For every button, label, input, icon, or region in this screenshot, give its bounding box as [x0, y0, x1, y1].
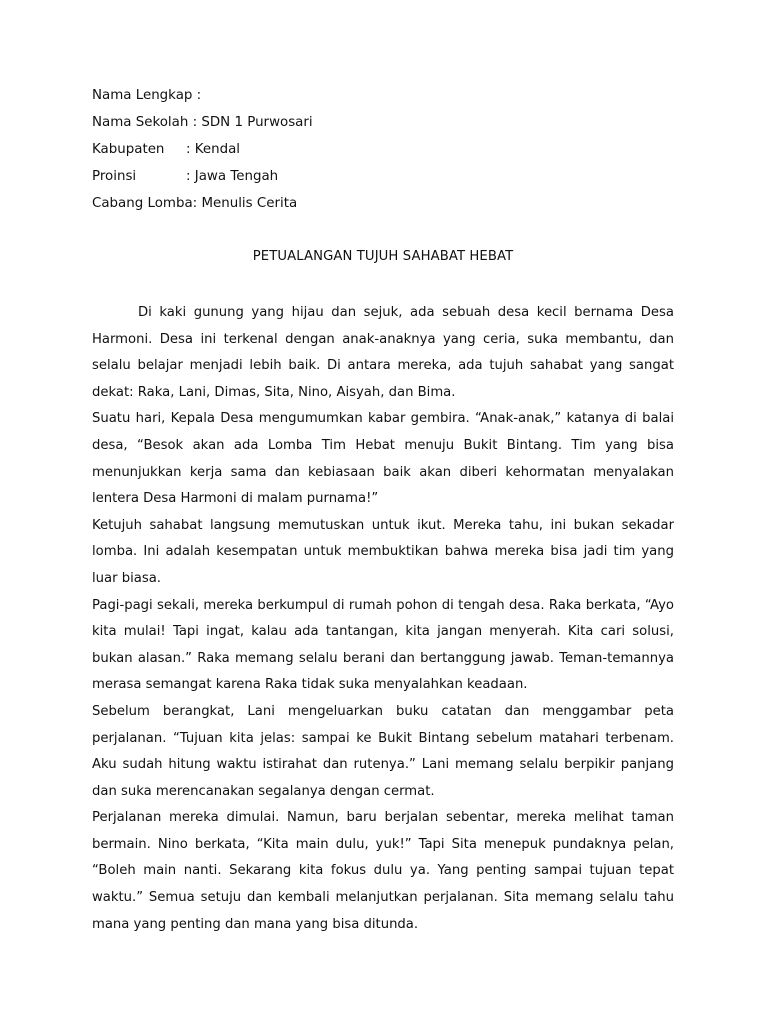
story-paragraph-3: Ketujuh sahabat langsung memutuskan untuk ikut. Mereka tahu, ini bukan sekadar lomba. Ini adalah kesempatan untuk membuktikan bahwa mereka bisa jadi tim yang luar biasa.	[92, 517, 674, 586]
header-value: : Kendal	[186, 142, 241, 157]
story-paragraph-5: Sebelum berangkat, Lani mengeluarkan buku catatan dan menggambar peta perjalanan. “Tujuan kita jelas: sampai ke Bukit Bintang sebelum matahari terbenam. Aku sudah hitung waktu istirahat dan rutenya.” Lani memang selalu berpikir panjang dan suka merencanakan segalanya dengan cermat.	[92, 703, 674, 799]
identity-header	[92, 85, 682, 220]
story-paragraph-6: Perjalanan mereka dimulai. Namun, baru berjalan sebentar, mereka melihat taman bermain. Nino berkata, “Kita main dulu, yuk!” Tapi Sita menepuk pundaknya pelan, “Boleh main nanti. Sekarang kita fokus dulu ya. Yang penting sampai tujuan tepat waktu.” Semua setuju dan kembali melanjutkan perjalanan. Sita memang selalu tahu mana yang penting dan mana yang bisa ditunda.	[92, 810, 674, 932]
header-label: Nama Sekolah : SDN 1 Purwosari	[92, 115, 313, 130]
header-line-kabupaten	[92, 139, 682, 166]
header-line-proinsi	[92, 166, 682, 193]
story-body	[92, 300, 674, 938]
header-line-nama-lengkap	[92, 85, 682, 112]
story-paragraph-1: Di kaki gunung yang hijau dan sejuk, ada sebuah desa kecil bernama Desa Harmoni. Desa ini terkenal dengan anak-anaknya yang ceria, suka membantu, dan selalu belajar menjadi lebih baik. Di antara mereka, ada tujuh sahabat yang sangat dekat: Raka, Lani, Dimas, Sita, Nino, Aisyah, dan Bima.	[92, 305, 674, 400]
header-label: Kabupaten	[92, 142, 165, 157]
story-paragraph-4: Pagi-pagi sekali, mereka berkumpul di rumah pohon di tengah desa. Raka berkata, “Ayo kita mulai! Tapi ingat, kalau ada tantangan, kita jangan menyerah. Kita cari solusi, bukan alasan.” Raka memang selalu berani dan bertanggung jawab. Teman-temannya merasa semangat karena Raka tidak suka menyalahkan keadaan.	[92, 597, 674, 693]
header-label: Nama Lengkap :	[92, 88, 202, 103]
header-label: Proinsi	[92, 169, 137, 184]
header-label: Cabang Lomba: Menulis Cerita	[92, 196, 298, 211]
header-line-cabang-lomba	[92, 193, 682, 220]
header-line-nama-sekolah	[92, 112, 682, 139]
story-paragraph-2: Suatu hari, Kepala Desa mengumumkan kabar gembira. “Anak-anak,” katanya di balai desa, “Besok akan ada Lomba Tim Hebat menuju Bukit Bintang. Tim yang bisa menunjukkan kerja sama dan kebiasaan baik akan diberi kehormatan menyalakan lentera Desa Harmoni di malam purnama!”	[92, 411, 674, 507]
story-title: PETUALANGAN TUJUH SAHABAT HEBAT	[252, 249, 514, 264]
header-value: : Jawa Tengah	[186, 169, 279, 184]
